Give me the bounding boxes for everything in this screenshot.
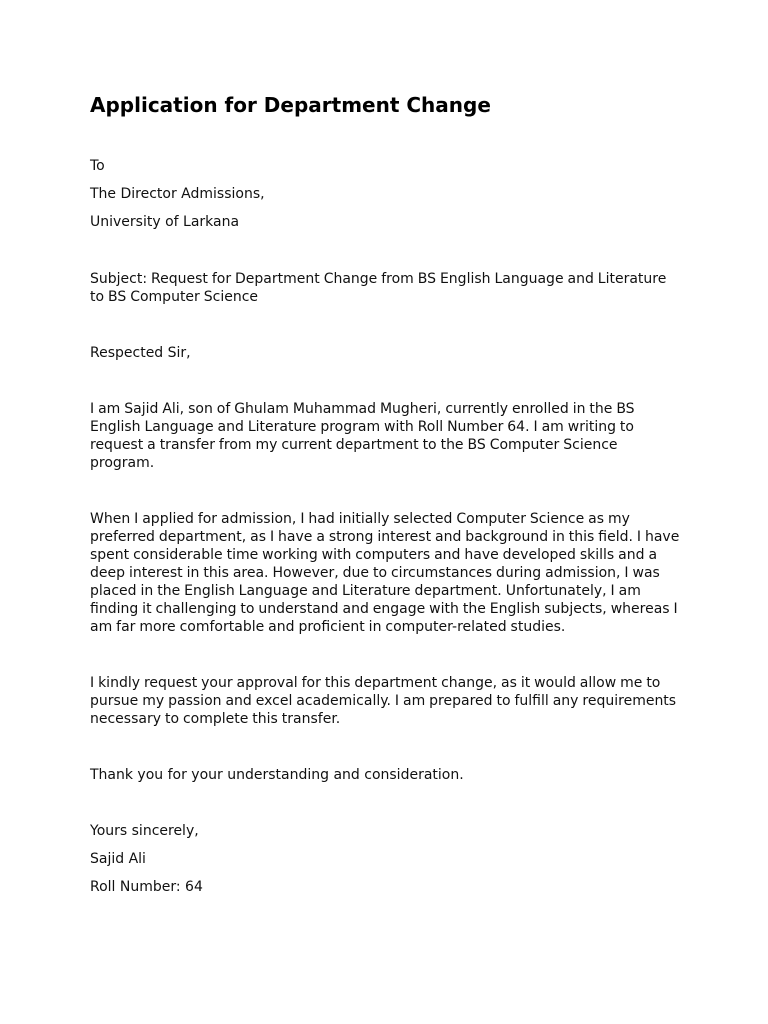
body-paragraph-3: I kindly request your approval for this department change, as it would allow me to pursue my passion and excel academically. I am prepared to fulfill any requirements necessary to complete this transfer. bbox=[90, 675, 677, 727]
thanks-line: Thank you for your understanding and consideration. bbox=[90, 767, 464, 783]
recipient-designation: The Director Admissions, bbox=[90, 186, 265, 202]
roll-number: Roll Number: 64 bbox=[90, 879, 203, 895]
letter-title: Application for Department Change bbox=[90, 93, 491, 117]
recipient-to: To bbox=[90, 158, 105, 174]
body-paragraph-1: I am Sajid Ali, son of Ghulam Muhammad Mugheri, currently enrolled in the BS English Language and Literature program with Roll Number 64. I am writing to request a transfer from my current department to the BS Computer Science program. bbox=[90, 401, 635, 471]
letter-subject: Subject: Request for Department Change from BS English Language and Literature to BS Computer Science bbox=[90, 271, 667, 305]
signature-name: Sajid Ali bbox=[90, 851, 146, 867]
salutation: Respected Sir, bbox=[90, 345, 191, 361]
recipient-institution: University of Larkana bbox=[90, 214, 240, 230]
body-paragraph-2: When I applied for admission, I had initially selected Computer Science as my preferred department, as I have a strong interest and background in this field. I have spent considerable time working with computers and have developed skills and a deep interest in this area. However, due to circumstances during admission, I was placed in the English Language and Literature department. Unfortunately, I am finding it challenging to understand and engage with the English subjects, whereas I am far more comfortable and proficient in computer-related studies. bbox=[90, 511, 680, 635]
closing: Yours sincerely, bbox=[90, 823, 199, 839]
